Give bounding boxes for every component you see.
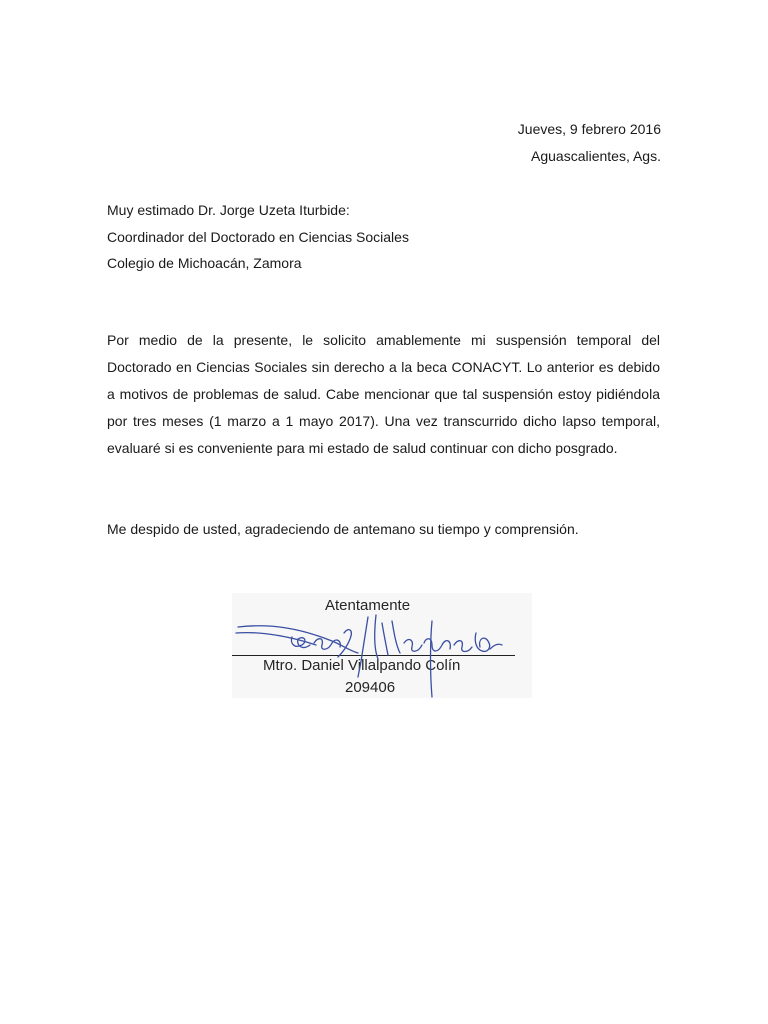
recipient-institution: Colegio de Michoacán, Zamora	[107, 255, 302, 271]
recipient-title: Coordinador del Doctorado en Ciencias Sociales	[107, 228, 409, 245]
signature-salutation: Atentamente	[325, 597, 411, 614]
letter-place: Aguascalientes, Ags.	[531, 148, 661, 164]
signature-line	[232, 655, 515, 656]
signature-block	[232, 593, 532, 698]
recipient-block	[107, 197, 409, 277]
letter-date: Jueves, 9 febrero 2016	[517, 121, 661, 137]
signer-name: Mtro. Daniel Villalpando Colín	[263, 657, 461, 674]
letter-body-paragraph: Por medio de la presente, le solicito amablemente mi suspensión temporal del Doctorado en Ciencias Sociales sin derecho a la beca CONACYT. Lo anterior es debido a motivos de problemas de salud. Cabe mencionar que tal suspensión estoy pidiéndola por tres meses (1 marzo a 1 mayo 2017). Una vez transcurrido dicho lapso temporal, evaluaré si es conveniente para mi estado de salud continuar con dicho posgrado.	[107, 332, 660, 456]
date-place-block	[518, 116, 661, 170]
letter-closing: Me despido de usted, agradeciendo de antemano su tiempo y comprensión.	[107, 521, 579, 537]
signer-id-number: 209406	[345, 679, 396, 696]
recipient-salutation: Muy estimado Dr. Jorge Uzeta Iturbide:	[107, 202, 350, 218]
